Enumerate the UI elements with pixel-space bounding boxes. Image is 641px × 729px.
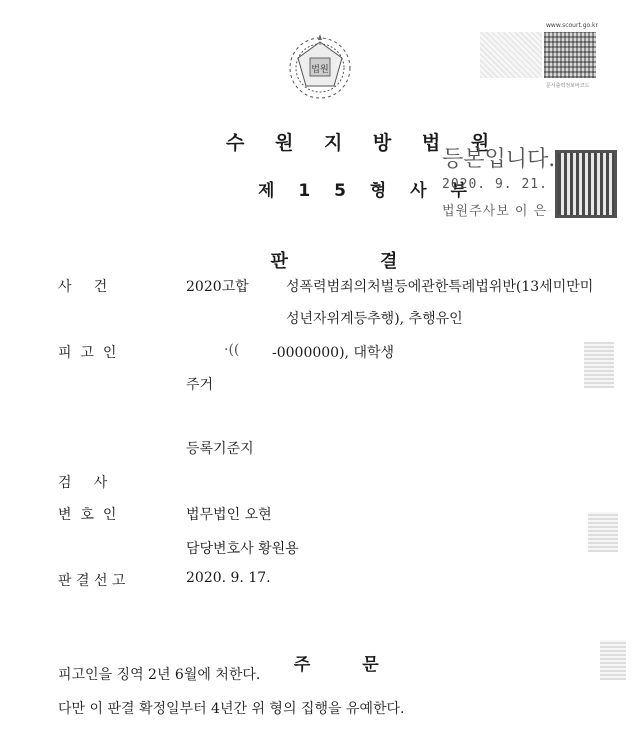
document-title-char-1: 판 [270, 251, 288, 272]
ruling-line-2: 다만 이 판결 확정일부터 4년간 위 형의 집행을 유예한다. [58, 701, 405, 717]
barcode-url: www.scourt.go.kr [546, 22, 598, 29]
court-emblem-icon [282, 30, 358, 106]
case-number: 2020고합 [186, 279, 249, 295]
official-seal-icon [555, 150, 617, 218]
certification-clerk: 법원주사보 이 은 [442, 204, 548, 219]
case-title-line-1: 성폭력범죄의처벌등에관한특례법위반(13세미만미 [286, 279, 594, 295]
counsel-firm: 법무법인 오현 [186, 507, 272, 523]
defendant-id: -0000000), 대학생 [272, 345, 395, 361]
margin-seal-mark-icon [584, 342, 614, 388]
prosecutor-label: 검 사 [58, 475, 108, 491]
ruling-heading-char-2: 문 [362, 655, 379, 675]
defendant-label: 피 고 인 [58, 345, 117, 361]
certification-date: 2020. 9. 21. [442, 177, 548, 192]
qr-code-icon [544, 32, 596, 78]
barcode-pattern-icon [480, 32, 542, 78]
ruling-line-1: 피고인을 징역 2년 6월에 처한다. [58, 667, 261, 683]
verdict-date: 2020. 9. 17. [186, 570, 271, 586]
court-name: 수 원 지 방 법 원 [226, 132, 502, 154]
registry-label: 등록기준지 [186, 441, 254, 457]
verdict-date-label: 판 결 선 고 [58, 573, 126, 589]
margin-seal-mark-icon [588, 512, 618, 552]
counsel-label: 변 호 인 [58, 507, 117, 523]
case-label: 사 건 [58, 279, 108, 295]
case-title-line-2: 성년자위계등추행), 추행유인 [286, 311, 463, 327]
barcode-caption: 문서출력정보바코드 [546, 83, 590, 89]
document-title-char-2: 결 [379, 251, 398, 272]
ruling-heading [282, 630, 379, 675]
ruling-heading-char-1: 주 [293, 655, 311, 675]
certified-copy-text: 등본입니다. [442, 147, 556, 172]
svg-text:법원: 법원 [311, 65, 329, 75]
document-title [258, 226, 397, 273]
margin-seal-mark-icon [600, 640, 626, 680]
residence-label: 주거 [186, 377, 214, 393]
defendant-name-redacted: ·(( [224, 342, 240, 358]
counsel-lawyer: 담당변호사 황원용 [186, 541, 299, 557]
division-name: 제 1 5 형 사 부 [258, 181, 476, 201]
